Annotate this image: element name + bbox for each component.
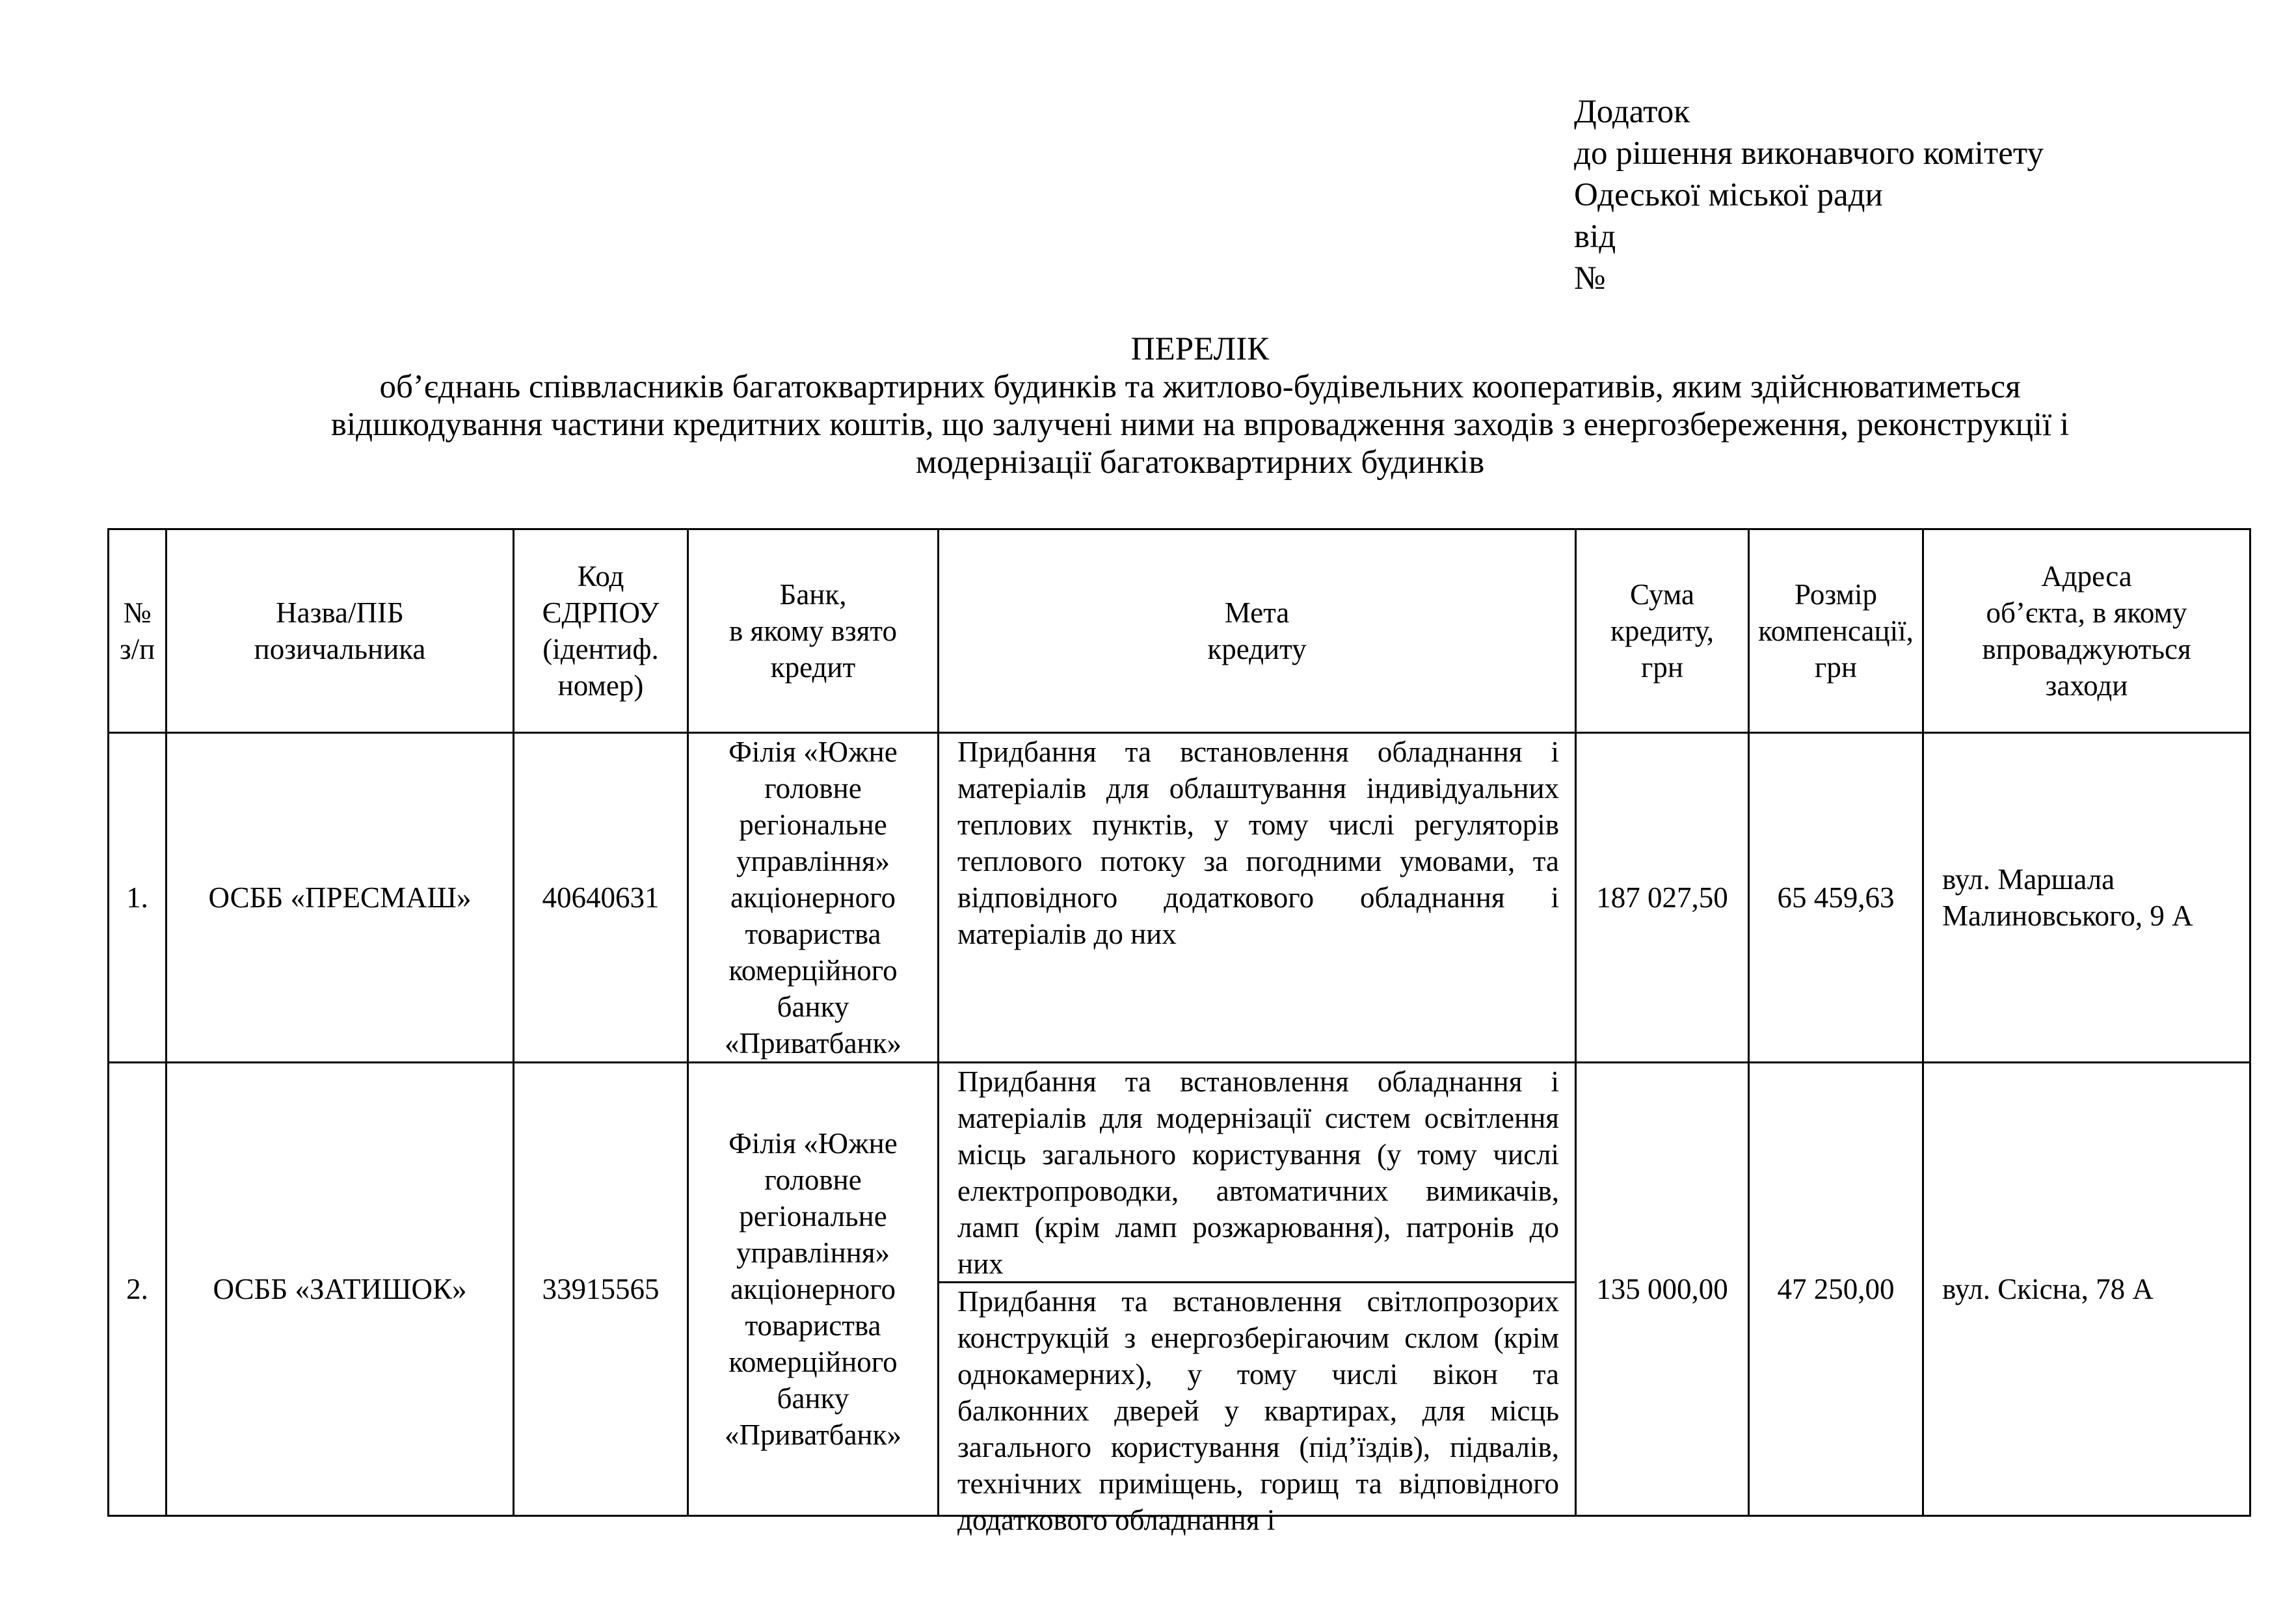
- bank-line: банку: [777, 991, 849, 1023]
- bank-line: комерційного: [728, 954, 898, 987]
- credit-goal-part: Придбання та встановлення обладнання і матеріалів для модернізації систем освітлення місць загального користування (у тому числі електропроводки, автоматичних вимикачів, ламп (крім ламп розжарювання), патронів до них: [957, 1065, 1559, 1280]
- header-line: Назва/ПІБ: [276, 596, 404, 629]
- edrpou-code: 33915565: [514, 1063, 688, 1516]
- header-line: в якому взято: [729, 615, 897, 647]
- credit-goal: Придбання та встановлення обладнання і матеріалів для облаштування індивідуальних теплових пунктів, у тому числі регуляторів теплового потоку за погодними умовами, та відповідного додаткового обладнання і матеріалів до них: [939, 733, 1576, 1063]
- row-number: 2.: [109, 1063, 167, 1516]
- header-line: грн: [1814, 651, 1858, 684]
- bank-line: Філія «Южне: [728, 1127, 898, 1160]
- header-compensation: [1749, 529, 1923, 733]
- header-line: компенсації,: [1758, 615, 1914, 647]
- bank-line: акціонерного: [730, 1273, 896, 1305]
- compensation-amount: 65 459,63: [1749, 733, 1923, 1063]
- header-row: [109, 529, 2250, 733]
- addendum-line: Додаток: [1574, 94, 1690, 130]
- header-name: [167, 529, 514, 733]
- header-line: (ідентиф.: [542, 633, 659, 665]
- credit-sum: 187 027,50: [1576, 733, 1749, 1063]
- bank-line: управління»: [736, 1236, 890, 1269]
- document-title: ПЕРЕЛІК: [1130, 331, 1270, 367]
- header-line: заходи: [2045, 669, 2128, 702]
- borrower-name: ОСББ «ПРЕСМАШ»: [167, 733, 514, 1063]
- header-line: №: [123, 596, 152, 629]
- borrowers-table: [107, 528, 2251, 1536]
- bank-name: [688, 733, 939, 1063]
- object-address: [1923, 733, 2250, 1063]
- header-sum: [1576, 529, 1749, 733]
- addendum-block: [1574, 91, 2044, 299]
- bank-line: банку: [777, 1382, 849, 1415]
- bank-line: головне: [764, 772, 862, 805]
- bank-line: «Приватбанк»: [724, 1419, 902, 1451]
- bank-line: головне: [764, 1164, 862, 1196]
- header-line: кредиту: [1207, 633, 1307, 665]
- header-line: об’єкта, в якому: [1986, 596, 2187, 629]
- addendum-line: до рішення виконавчого комітету: [1574, 135, 2044, 172]
- header-line: Мета: [1224, 596, 1290, 629]
- header-line: впроваджуються: [1982, 633, 2191, 665]
- header-code: [514, 529, 688, 733]
- header-line: кредит: [770, 651, 856, 684]
- bank-line: управління»: [736, 845, 890, 877]
- heading-line: відшкодування частини кредитних коштів, що залучені ними на впровадження заходів з енергозбереження, реконструкції і: [330, 407, 2070, 443]
- address-line: вул. Скісна, 78 А: [1942, 1273, 2154, 1305]
- addendum-line: Одеської міської ради: [1574, 177, 1883, 213]
- bank-line: «Приватбанк»: [724, 1027, 902, 1060]
- bank-line: акціонерного: [730, 881, 896, 914]
- addendum-line: від: [1574, 219, 1616, 255]
- header-line: ЄДРПОУ: [542, 596, 660, 629]
- edrpou-code: 40640631: [514, 733, 688, 1063]
- credit-goal: [939, 1063, 1576, 1536]
- table-row: [109, 733, 2250, 1063]
- object-address: [1923, 1063, 2250, 1516]
- address-line: вул. Маршала: [1942, 863, 2115, 896]
- bank-line: регіональне: [739, 808, 887, 841]
- header-line: Сума: [1630, 578, 1694, 611]
- heading-line: модернізації багатоквартирних будинків: [915, 444, 1485, 481]
- header-line: кредиту,: [1610, 615, 1715, 647]
- bank-line: товариства: [745, 918, 881, 950]
- bank-line: Філія «Южне: [728, 736, 898, 768]
- bank-line: регіональне: [739, 1200, 887, 1233]
- heading-line: об’єднань співвласників багатоквартирних будинків та житлово-будівельних кооперативів, яким здійснюватиметься: [379, 369, 2021, 405]
- address-line: Малиновського, 9 А: [1942, 900, 2193, 932]
- bank-line: товариства: [745, 1309, 881, 1342]
- header-line: Банк,: [779, 578, 847, 611]
- header-line: позичальника: [254, 633, 426, 665]
- bank-line: комерційного: [728, 1346, 898, 1378]
- header-goal: [939, 529, 1576, 733]
- compensation-amount: 47 250,00: [1749, 1063, 1923, 1516]
- table-row: [109, 1063, 2250, 1516]
- credit-sum: 135 000,00: [1576, 1063, 1749, 1516]
- header-line: Розмір: [1794, 578, 1878, 611]
- header-address: [1923, 529, 2250, 733]
- borrower-name: ОСББ «ЗАТИШОК»: [167, 1063, 514, 1516]
- addendum-line: №: [1574, 260, 1606, 297]
- header-line: Код: [577, 560, 624, 593]
- header-bank: [688, 529, 939, 733]
- header-line: з/п: [119, 633, 155, 665]
- document-heading: [104, 330, 2296, 481]
- credit-goal-part: Придбання та встановлення світлопрозорих конструкцій з енергозберігаючим склом (крім однокамерних), у тому числі вікон та балконних дверей у квартирах, для місць загального користування (під’їздів), підвалів, технічних приміщень, горищ та відповідного додаткового обладнання і: [939, 1281, 1575, 1515]
- bank-name: [688, 1063, 939, 1516]
- header-line: Адреса: [2041, 560, 2132, 593]
- header-line: грн: [1640, 651, 1684, 684]
- row-number: 1.: [109, 733, 167, 1063]
- header-line: номер): [557, 669, 644, 702]
- header-num: [109, 529, 167, 733]
